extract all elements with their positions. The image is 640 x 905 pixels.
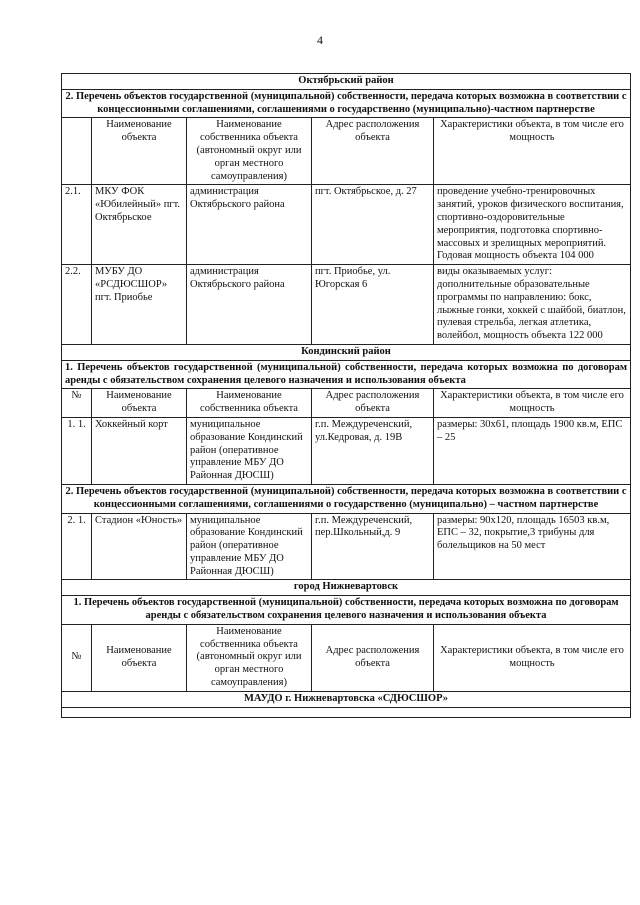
row-name: Стадион «Юность» [92,513,187,580]
row-name: МУБУ ДО «РСДЮСШОР» пгт. Приобье [92,265,187,345]
row-owner: администрация Октябрьского района [187,265,312,345]
row-chars: размеры: 30х61, площадь 1900 кв.м, ЕПС – 25 [434,417,631,484]
row-owner: муниципальное образование Кондинский район (оперативное управление МБУ ДО Районная ДЮСШ) [187,417,312,484]
organization-title: МАУДО г. Нижневартовска «СДЮСШОР» [62,691,631,707]
row-num: 2.2. [62,265,92,345]
header-owner: Наименование собственника объекта [187,389,312,418]
header-chars: Характеристики объекта, в том числе его мощность [434,118,631,185]
empty-row [62,707,631,717]
section-concession-kondinsky: 2. Перечень объектов государственной (муниципальной) собственности, передача которых возможна в соответствии с концессионными соглашениями, соглашениями о государственно (муниципально) – частном партнерстве [62,484,631,513]
objects-table [61,73,631,718]
row-owner: муниципальное образование Кондинский район (оперативное управление МБУ ДО Районная ДЮСШ) [187,513,312,580]
row-address: пгт. Октябрьское, д. 27 [312,185,434,265]
row-chars: проведение учебно-тренировочных занятий, уроков физического воспитания, спортивно-оздоровительные мероприятия, подготовка спортивно-массовых и зрелищных мероприятий. Годовая мощность объекта 104 000 [434,185,631,265]
document-body [61,73,630,718]
row-chars: размеры: 90х120, площадь 16503 кв.м, ЕПС – 32, покрытие,3 трибуны для болельщиков на 50 мест [434,513,631,580]
header-chars: Характеристики объекта, в том числе его мощность [434,624,631,691]
district-nizhnevartovsk: город Нижневартовск [62,580,631,596]
table-row [62,417,631,484]
section-lease-nizhnevartovsk: 1. Перечень объектов государственной (муниципальной) собственности, передача которых возможна по договорам аренды с обязательством сохранения целевого назначения и использования объекта [62,596,631,625]
header-owner: Наименование собственника объекта (автономный округ или орган местного самоуправления) [187,118,312,185]
row-num: 2.1. [62,185,92,265]
section-lease-kondinsky: 1. Перечень объектов государственной (муниципальной) собственности, передача которых возможна по договорам аренды с обязательством сохранения целевого назначения и использования объекта [62,360,631,389]
table-row [62,265,631,345]
header-address: Адрес расположения объекта [312,389,434,418]
row-address: г.п. Междуреченский, ул.Кедровая, д. 19В [312,417,434,484]
row-num: 2. 1. [62,513,92,580]
page-number: 4 [317,33,323,47]
header-address: Адрес расположения объекта [312,624,434,691]
header-owner: Наименование собственника объекта (автономный округ или орган местного самоуправления) [187,624,312,691]
header-name: Наименование объекта [92,389,187,418]
header-address: Адрес расположения объекта [312,118,434,185]
row-address: пгт. Приобье, ул. Югорская 6 [312,265,434,345]
row-address: г.п. Междуреченский, пер.Школьный,д. 9 [312,513,434,580]
district-oktyabrsky: Октябрьский район [62,74,631,90]
header-num: № [62,389,92,418]
row-owner: администрация Октябрьского района [187,185,312,265]
table-row [62,513,631,580]
row-name: МКУ ФОК «Юбилейный» пгт. Октябрьское [92,185,187,265]
row-chars: виды оказываемых услуг: дополнительные образовательные программы по направлению: бокс, лыжные гонки, хоккей с шайбой, биатлон, пулевая стрельба, легкая атлетика, волейбол, мощность объекта 122 000 [434,265,631,345]
header-name: Наименование объекта [92,624,187,691]
header-name: Наименование объекта [92,118,187,185]
header-chars: Характеристики объекта, в том числе его мощность [434,389,631,418]
section-concession-oktyabrsky: 2. Перечень объектов государственной (муниципальной) собственности, передача которых возможна в соответствии с концессионными соглашениями, соглашениями о государственно (муниципально)-частном партнерстве [62,89,631,118]
district-kondinsky: Кондинский район [62,344,631,360]
header-num [62,118,92,185]
table-row [62,185,631,265]
row-name: Хоккейный корт [92,417,187,484]
header-num: № [62,624,92,691]
row-num: 1. 1. [62,417,92,484]
